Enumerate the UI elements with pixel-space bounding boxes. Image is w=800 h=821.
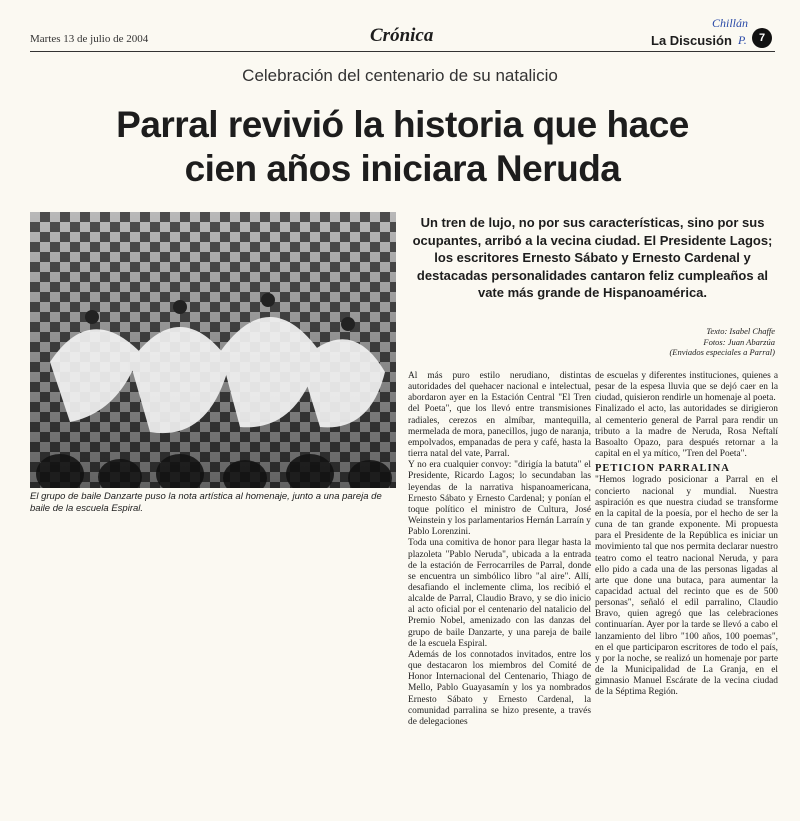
article-kicker: Celebración del centenario de su natalicio (242, 66, 558, 85)
credit-photos: Fotos: Juan Abarzúa (703, 336, 775, 347)
handwritten-page-note: P. (738, 33, 747, 47)
body-paragraph: "Hemos logrado posicionar a Parral en el concierto nacional y mundial. Nuestra aspiración es que nuestra ciudad se transforme en la capital de la poesía, por el hecho de ser la cuna de tan grande exponente. Mi propuesta para el Presidente de la República es iniciar un movimiento tal que nos permita declarar nuestro teatro como el teatro nacional Neruda, y para ello pido a cada una de las personas ligadas al arte que done una butaca, para aumentar la capacidad actual del recinto que es de 500 personas", señaló el edil parralino, Claudio Bravo, quien agregó que las celebraciones continuarían. Ayer por la tarde se llevó a cabo el lanzamiento del libro "100 años, 100 poemas", en el que participaron escritores de todo el país, y por la noche, se realizó un homenaje por parte de la Municipalidad de La Granja, en el gimnasio Manuel Escárate de la vecina ciudad de la Séptima Región. (595, 475, 778, 698)
body-paragraph: de escuelas y diferentes instituciones, quienes a pesar de la espesa lluvia que se dejó caer en la ciudad, quisieron rendirle un homenaje al poeta. (595, 371, 778, 404)
body-paragraph: Además de los connotados invitados, entre los que destacaron los miembros del Comité de Honor Internacional del Centenario, Thiago de Mello, Pablo Guayasamín y los ya nombrados Ernesto Sábato y Ernesto Cardenal, la comunidad parralina se hizo presente, a través de delegaciones (408, 649, 591, 727)
body-column-2 (595, 371, 778, 699)
dance-photo (30, 212, 396, 488)
article-headline (30, 103, 775, 191)
article-deck: Un tren de lujo, no por sus características, sino por sus ocupantes, arribó a la vecina ciudad. El Presidente Lagos; los escritores Ernesto Sábato y Ernesto Cardenal y destacadas personalidades cantaron feliz cumpleaños al vate más grande de Hispanoamérica. (412, 215, 773, 300)
photo-caption: El grupo de baile Danzarte puso la nota artística al homenaje, junto a una pareja de baile de la escuela Espiral. (30, 491, 382, 514)
body-paragraph: Finalizado el acto, las autoridades se dirigieron al cementerio general de Parral para rendir un tributo a la madre de Neruda, Rosa Neftalí Basoalto Opazo, para después retornar a la capital en el ya mítico, "Tren del Poeta". (595, 404, 778, 460)
dance-photo-image (30, 212, 396, 488)
section-title: Crónica (370, 25, 434, 46)
body-paragraph: Toda una comitiva de honor para llegar hasta la plazoleta "Pablo Neruda", ubicada a la entrada de la estación de Ferrocarriles de Parral, donde se encuentra un simbólico libro "al aire". Allí, desafiando el inclemente clima, los recibió el alcalde de Parral, Claudio Bravo, y se dio inicio al acto oficial por el centenario del natalicio del Premio Nobel, amenizado con las danzas del grupo de baile Danzarte, y una pareja de baile de la escuela Espiral. (408, 538, 591, 649)
headline-line-2: cien años iniciara Neruda (184, 148, 621, 189)
credit-text: Texto: Isabel Chaffe (706, 326, 775, 336)
issue-date: Martes 13 de julio de 2004 (30, 33, 149, 45)
article-credits (560, 326, 775, 358)
body-paragraph: Y no era cualquier convoy: "dirigía la batuta" el Presidente, Ricardo Lagos; lo secundaban las leyendas de la narrativa hispanoamericana, Ernesto Sábato y Ernesto Cardenal; y ponían el toque político el ministro de Cultura, José Weinstein y los parlamentarios Hernán Larraín y Pablo Lorenzini. (408, 460, 591, 538)
credit-note: (Enviados especiales a Parral) (669, 347, 775, 357)
body-column-1 (408, 371, 591, 728)
body-paragraph: Al más puro estilo nerudiano, distintas autoridades del quehacer nacional e intelectual, abordaron ayer en la Estación Central "El Tren del Poeta", que los llevó entre transmisiones radiales, cerezos en almíbar, mantequilla, mermelada de mora, panecillos, jugo de naranja, empolvados, empanadas de pera y café, hasta la tierra natal del vate, Parral. (408, 371, 591, 460)
header-rule (30, 51, 775, 52)
headline-line-1: Parral revivió la historia que hace (116, 104, 689, 145)
handwritten-city-note: Chillán (712, 16, 749, 30)
article-subhead: PETICION PARRALINA (595, 463, 730, 475)
newspaper-name: La Discusión (651, 33, 732, 48)
blank-area (0, 525, 398, 821)
page-number-badge: 7 (752, 28, 772, 48)
